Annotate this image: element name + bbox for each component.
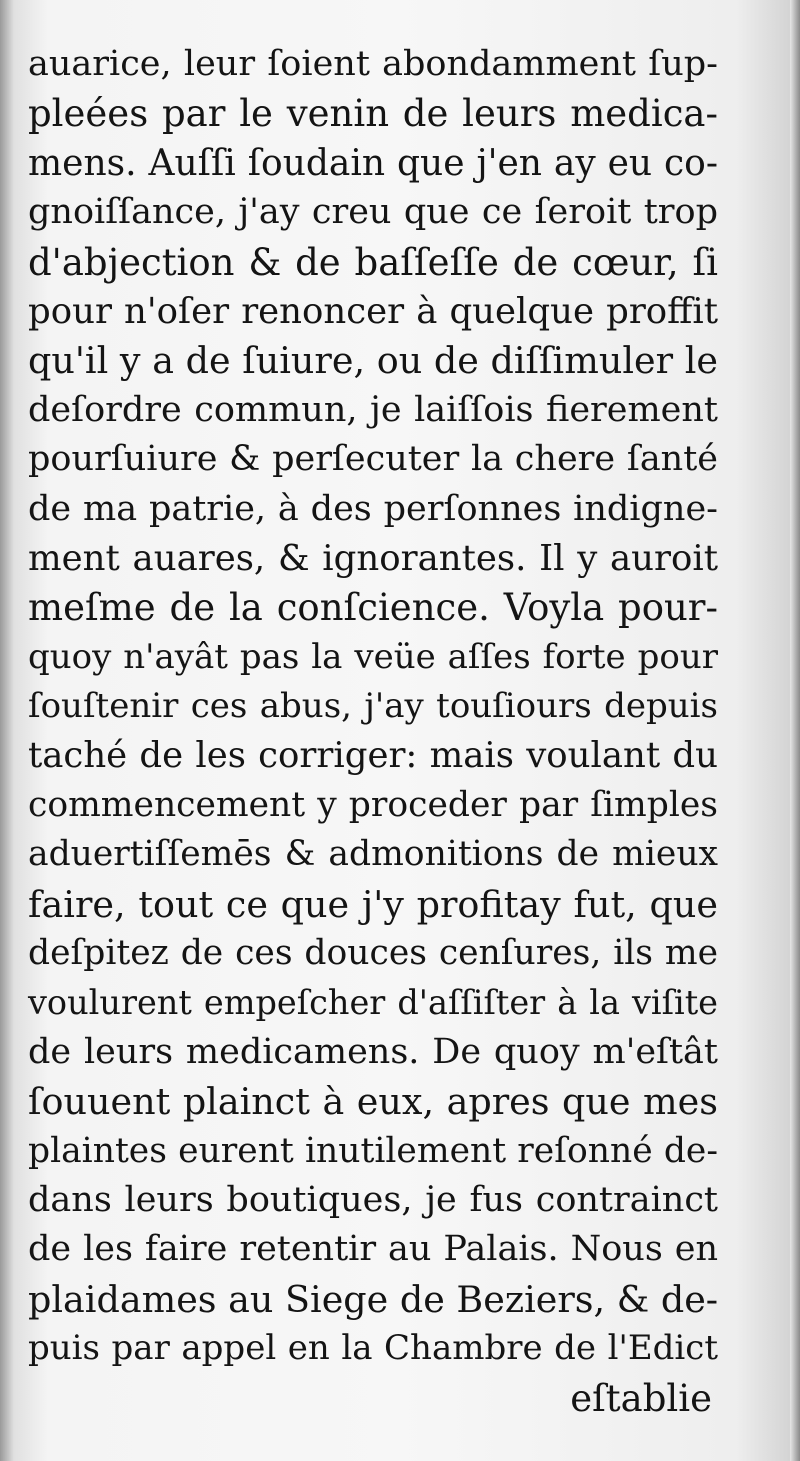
text-line: dans leurs boutiques, je fus contrainct bbox=[28, 1179, 718, 1220]
text-line: ſouuent plainct à eux, apres que mes bbox=[28, 1080, 718, 1124]
text-line: ment auares, & ignorantes. Il y auroit bbox=[28, 537, 718, 579]
text-line: ſouſtenir ces abus, j'ay touſiours depuis bbox=[28, 686, 718, 727]
page-edge-shadow bbox=[790, 0, 800, 1461]
text-line: mens. Auſſi ſoudain que j'en ay eu co- bbox=[28, 142, 718, 184]
text-line: commencement y proceder par ſimples bbox=[28, 784, 718, 825]
text-line: puis par appel en la Chambre de l'Edict bbox=[28, 1328, 718, 1369]
text-line: deſpitez de ces douces cenſures, ils me bbox=[28, 933, 718, 974]
text-line: deſordre commun, je laiſſois fierement bbox=[28, 389, 718, 430]
body-text bbox=[28, 40, 718, 1423]
text-line: plaidames au Siege de Beziers, & de- bbox=[28, 1277, 719, 1321]
text-line: de leurs medicamens. De quoy m'eſtât bbox=[28, 1031, 718, 1072]
text-line: de ma patrie, à des perſonnes indigne- bbox=[28, 488, 718, 529]
page-gutter-shadow bbox=[0, 0, 14, 1461]
catchword: eſtablie bbox=[570, 1376, 712, 1420]
text-line: pourſuiure & perſecuter la chere ſanté bbox=[28, 439, 718, 480]
text-line: faire, tout ce que j'y profitay fut, que bbox=[28, 882, 718, 926]
text-line: de les faire retentir au Palais. Nous en bbox=[28, 1229, 718, 1270]
text-line: d'abjection & de baſſeſſe de cœur, ſi bbox=[28, 240, 718, 284]
text-line: pleées par le venin de leurs medica- bbox=[28, 92, 718, 136]
text-line: plaintes eurent inutilement reſonné de- bbox=[28, 1130, 718, 1171]
text-line: pour n'oſer renoncer à quelque proffit bbox=[28, 290, 718, 332]
text-line: qu'il y a de ſuiure, ou de diſſimuler le bbox=[28, 339, 718, 383]
text-line: meſme de la conſcience. Voyla pour- bbox=[28, 586, 718, 630]
text-line: aduertiſſemēs & admonitions de mieux bbox=[28, 834, 718, 875]
text-line: auarice, leur ſoient abondamment ſup- bbox=[28, 44, 718, 84]
text-line: gnoiſſance, j'ay creu que ce ſeroit trop bbox=[28, 192, 718, 233]
text-line: taché de les corriger: mais voulant du bbox=[28, 735, 718, 777]
text-line: quoy n'ayât pas la veüe aſſes forte pour bbox=[28, 636, 718, 677]
text-line: voulurent empeſcher d'aſſiſter à la viſite bbox=[28, 983, 718, 1023]
